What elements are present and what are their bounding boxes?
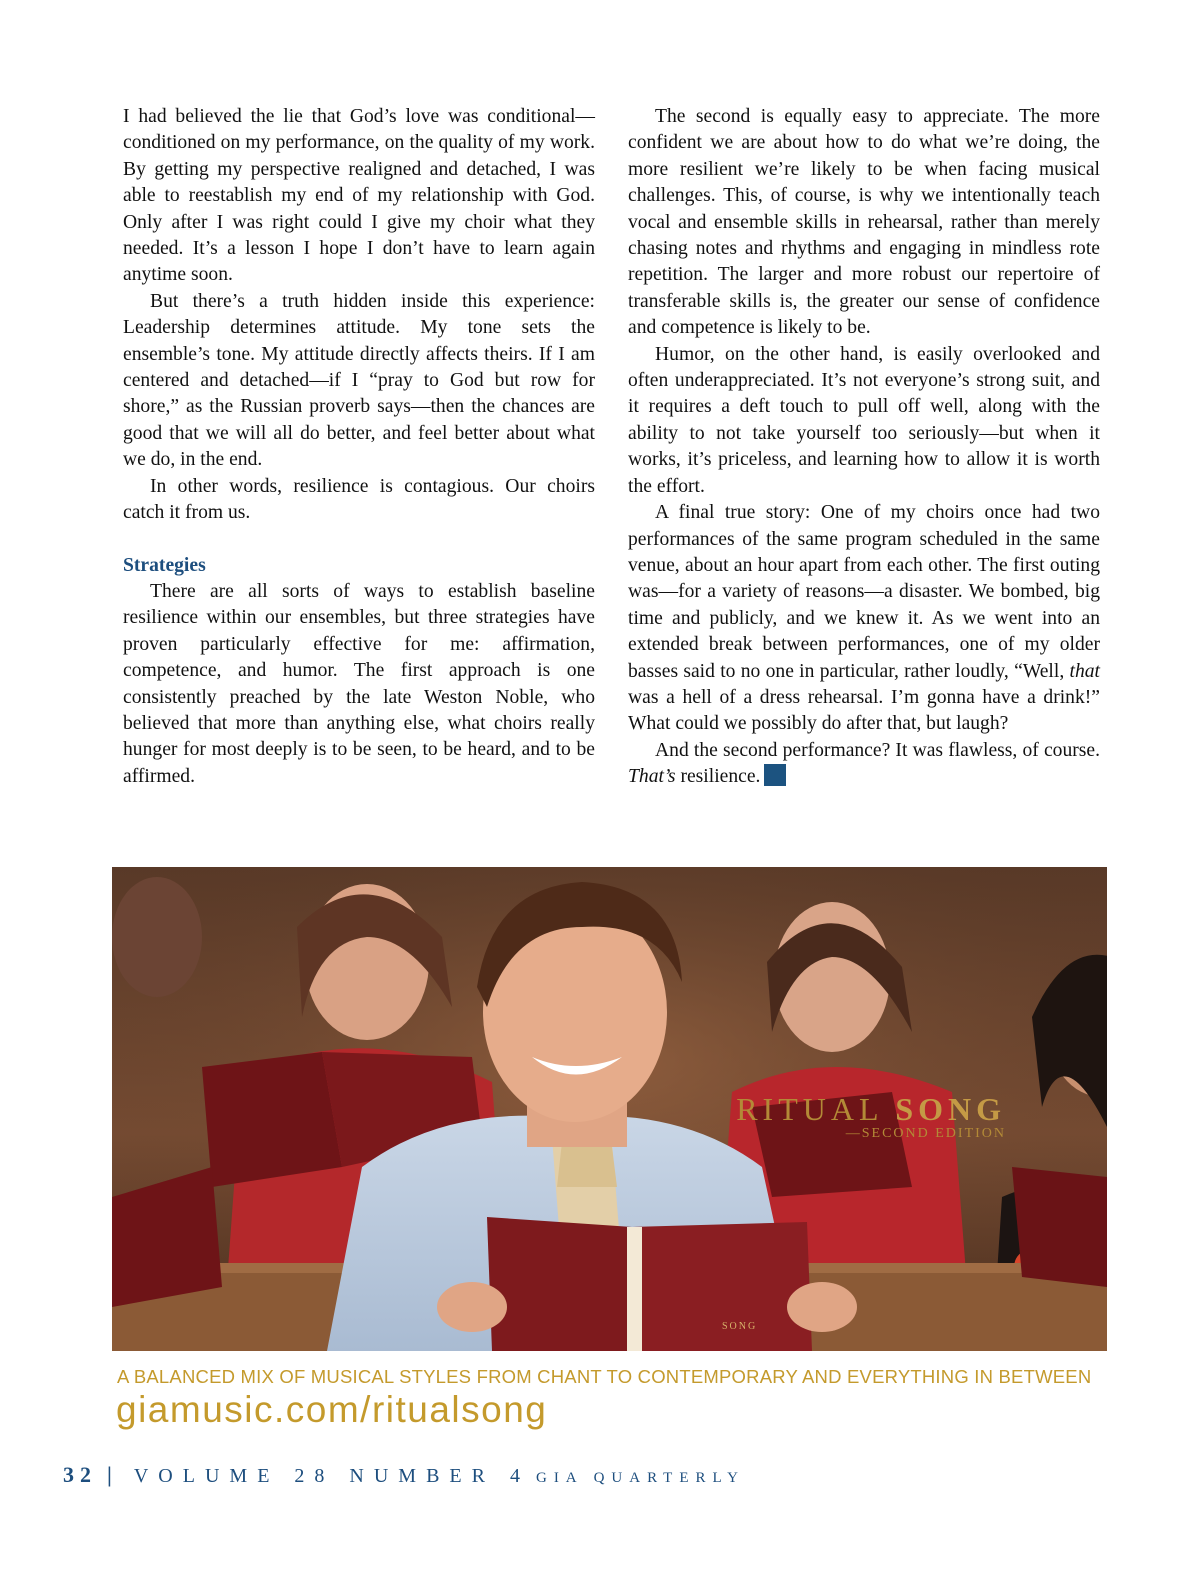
italic-text: That’s: [628, 766, 676, 788]
logo-edition: —SECOND EDITION: [845, 1126, 1006, 1141]
article-right-column: [628, 104, 1100, 791]
paragraph: I had believed the lie that God’s love was conditional—conditioned on my performance, on the quality of my work. By getting my perspective realigned and detached, I was able to reestablish my end of my relationship with God. Only after I was right could I give my choir what they needed. It’s a lesson I hope I don’t have to learn again anytime soon.: [123, 106, 595, 286]
advertisement-photo: [112, 867, 1107, 1351]
footer-separator: |: [107, 1462, 112, 1487]
logo-wordmark: [708, 1092, 1006, 1126]
paragraph: The second is equally easy to appreciate. The more confident we are about how to do what we’re doing, the more resilient we’re likely to be when facing musical challenges. This, of course, is why we intentionally teach vocal and ensemble skills in rehearsal, rather than merely chasing notes and rhythms and engaging in mindless rote repetition. The larger and more robust our repertoire of transferable skills is, the greater our sense of confidence and competence is likely to be.: [628, 106, 1100, 339]
section-heading: Strategies: [123, 554, 206, 576]
paragraph: But there’s a truth hidden inside this experience: Leadership determines attitude. My tone sets the ensemble’s tone. My attitude directly affects theirs. If I am centered and detached—if I “pray to God but row for shore,” as the Russian proverb says—then the chances are good that we will all do better, and feel better about what we do, in the end.: [123, 290, 595, 471]
text-run: was a hell of a dress rehearsal. I’m gonna have a drink!” What could we possibly do after that, but laugh?: [628, 686, 1100, 735]
paragraph: [628, 738, 1100, 791]
article-left-column: [123, 104, 595, 790]
text-run: resilience.: [675, 766, 761, 788]
paragraph: There are all sorts of ways to establish baseline resilience within our ensembles, but three strategies have proven particularly effective for me: affirmation, competence, and humor. The first approach is one consistently preached by the late Weston Noble, who believed that more than anything else, what choirs really hunger for most deeply is to be seen, to be heard, and to be affirmed.: [123, 580, 595, 787]
paragraph: [628, 500, 1100, 738]
text-run: A final true story: One of my choirs once had two performances of the same program scheduled in the same venue, about an hour apart from each other. The first outing was—for a variety of reasons—a disaster. We bombed, big time and publicly, and we knew it. As we went into an extended break between performances, one of my older basses said to no one in particular, rather loudly, “Well,: [628, 502, 1100, 682]
logo-word-bold: SONG: [895, 1091, 1006, 1127]
page-footer: [63, 1462, 745, 1488]
logo-word: RITUAL: [736, 1091, 883, 1127]
italic-text: that: [1069, 660, 1100, 682]
page-number: 32: [63, 1462, 97, 1487]
publication-name: GIA QUARTERLY: [535, 1470, 745, 1486]
ad-tagline: A BALANCED MIX OF MUSICAL STYLES FROM CHANT TO CONTEMPORARY AND EVERYTHING IN BETWEEN: [117, 1366, 1092, 1387]
volume-issue: VOLUME 28 NUMBER 4: [133, 1465, 530, 1487]
ritual-song-logo: [708, 1092, 1006, 1142]
ad-url-link[interactable]: giamusic.com/ritualsong: [116, 1389, 548, 1430]
text-run: And the second performance? It was flawless, of course.: [655, 739, 1100, 761]
end-of-article-mark: [764, 764, 786, 786]
hymnal-cover-text: SONG: [722, 1321, 758, 1332]
paragraph: In other words, resilience is contagious. Our choirs catch it from us.: [123, 475, 595, 524]
paragraph: Humor, on the other hand, is easily overlooked and often underappreciated. It’s not everyone’s strong suit, and it requires a deft touch to pull off well, along with the ability to not take yourself too seriously—but when it works, it’s priceless, and learning how to allow it is worth the effort.: [628, 343, 1100, 497]
